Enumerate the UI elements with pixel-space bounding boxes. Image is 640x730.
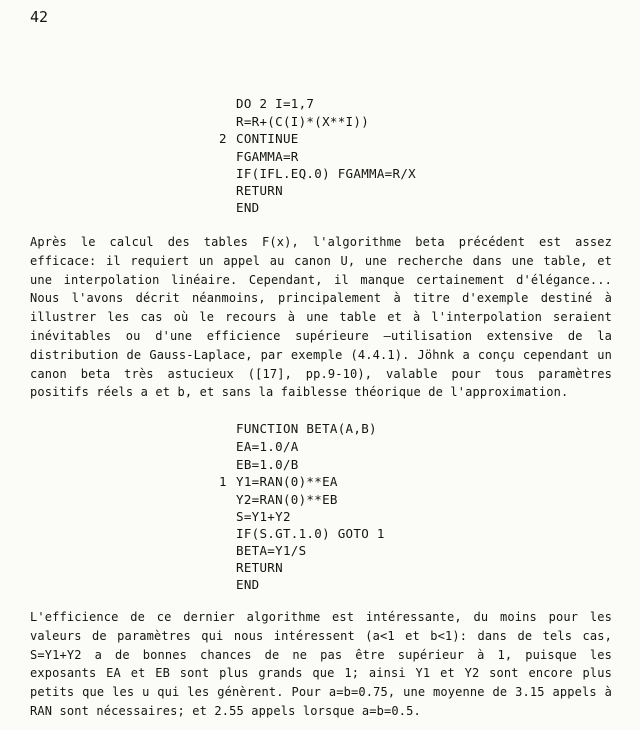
paragraph-1	[30, 233, 612, 402]
paragraph-2	[30, 608, 612, 721]
code-line: CONTINUE	[236, 131, 299, 146]
code-line: IF(S.GT.1.0) GOTO 1	[236, 526, 385, 541]
code-line: DO 2 I=1,7	[236, 96, 315, 111]
code-line-label: 2	[219, 131, 227, 146]
paragraph-2-text: L'efficience de ce dernier algorithme est intéressante, du moins pour les valeurs de paramètres qui nous intéressent (a<1 et b<1): dans de tels cas, S=Y1+Y2 a de bonnes chances de ne pas être supérieur à 1, puisque les exposants EA et EB sont plus grands que 1; ainsi Y1 et Y2 sont encore plus petits que les u qui les génèrent. Pour a=b=0.75, une moyenne de 3.15 appels à RAN sont nécessaires; et 2.55 appels lorsque a=b=0.5.	[30, 610, 612, 718]
code-line: FUNCTION BETA(A,B)	[236, 421, 377, 436]
code-line-label: 1	[219, 474, 227, 489]
code-line: BETA=Y1/S	[236, 543, 307, 558]
paragraph-1-text: Après le calcul des tables F(x), l'algorithme beta précédent est assez efficace: il requiert un appel au canon U, une recherche dans une table, et une interpolation linéaire. Cependant, il manque certainement d'élégance... Nous l'avons décrit néanmoins, principalement à titre d'exemple destiné à illustrer les cas où le recours à une table et à l'interpolation seraient inévitables ou d'une efficience supérieure —utilisation extensive de la distribution de Gauss-Laplace, par exemple (4.4.1). Jöhnk a conçu cependant un canon beta très astucieux ([17], pp.9-10), valable pour tous paramètres positifs réels a et b, et sans la faiblesse théorique de l'approximation.	[30, 235, 612, 400]
code-line: EA=1.0/A	[236, 439, 299, 454]
code-line: RETURN	[236, 560, 283, 575]
code-line: RETURN	[236, 183, 283, 198]
code-line: FGAMMA=R	[236, 149, 299, 164]
code-line: IF(IFL.EQ.0) FGAMMA=R/X	[236, 166, 416, 181]
page-number: 42	[30, 8, 49, 26]
code-line: R=R+(C(I)*(X**I))	[236, 114, 370, 129]
code-line: S=Y1+Y2	[236, 509, 291, 524]
code-line: Y2=RAN(0)**EB	[236, 492, 338, 507]
code-line: END	[236, 577, 260, 592]
code-line: Y1=RAN(0)**EA	[236, 474, 338, 489]
code-line: END	[236, 200, 260, 215]
code-line: EB=1.0/B	[236, 457, 299, 472]
